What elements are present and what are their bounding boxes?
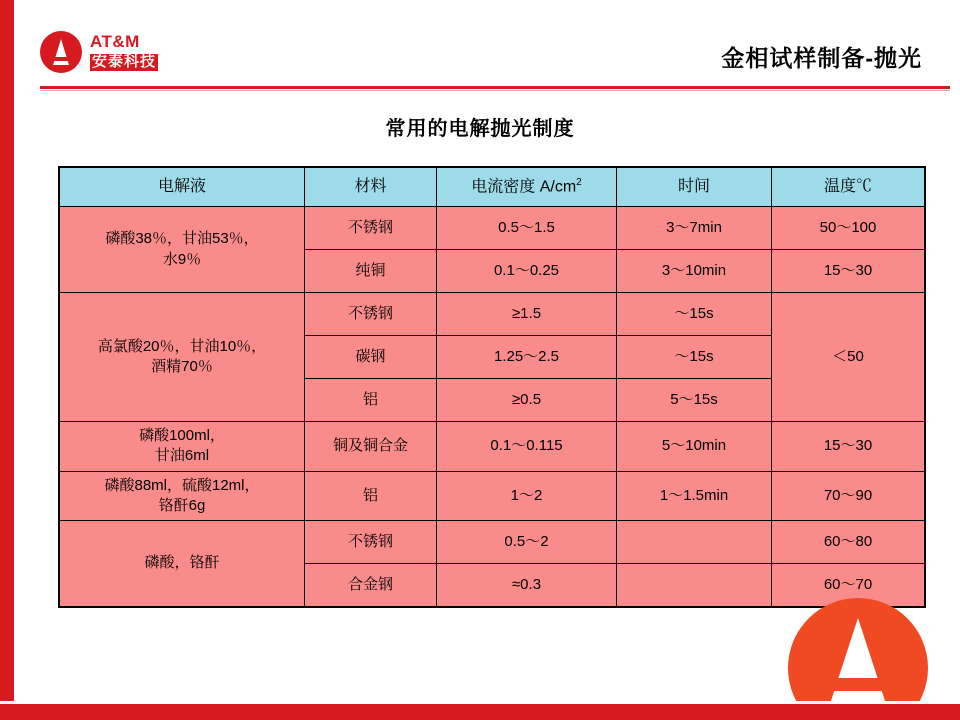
column-header-electrolyte: 电解液	[59, 167, 305, 207]
cell-material: 碳钢	[305, 336, 437, 379]
company-logo-icon	[40, 31, 82, 73]
cell-electrolyte-1-line2: 水9％	[162, 250, 202, 268]
logo-en-label: AT&M	[90, 32, 140, 52]
cell-time: 5～15s	[617, 379, 772, 422]
column-header-time: 时间	[617, 167, 772, 207]
table-row	[59, 521, 925, 564]
cell-electrolyte-3-line2: 甘油6ml	[154, 447, 210, 465]
electropolishing-table	[58, 166, 926, 608]
cell-current: ≈0.3	[437, 564, 617, 608]
table-row	[59, 207, 925, 250]
cell-current: 0.5～1.5	[437, 207, 617, 250]
cell-electrolyte-4	[59, 471, 305, 521]
cell-current: 1～2	[437, 471, 617, 521]
cell-electrolyte-1	[59, 207, 305, 293]
cell-time: 3～10min	[617, 250, 772, 293]
company-logo	[40, 26, 190, 78]
header-divider	[40, 86, 950, 89]
cell-material: 铜及铜合金	[305, 422, 437, 472]
company-logo-text	[90, 33, 158, 70]
cell-electrolyte-1-line1: 磷酸38％，甘油53％，	[105, 230, 259, 248]
cell-time	[617, 564, 772, 608]
cell-electrolyte-3-line1: 磷酸100ml，	[139, 427, 225, 444]
table-row	[59, 422, 925, 472]
cell-time: ～15s	[617, 293, 772, 336]
cell-time: 3～7min	[617, 207, 772, 250]
cell-material: 合金钢	[305, 564, 437, 608]
column-header-temperature: 温度℃	[772, 167, 926, 207]
cell-temp: 60～70	[772, 564, 926, 608]
cell-current: 1.25～2.5	[437, 336, 617, 379]
company-watermark-icon	[762, 592, 938, 702]
cell-current: ≥0.5	[437, 379, 617, 422]
cell-current: ≥1.5	[437, 293, 617, 336]
bottom-accent-bar	[0, 704, 960, 720]
cell-current: 0.5～2	[437, 521, 617, 564]
slide-header	[14, 0, 960, 92]
left-accent-bar	[0, 0, 14, 720]
cell-temp: 50～100	[772, 207, 926, 250]
cell-electrolyte-4-line1: 磷酸88ml，硫酸12ml，	[104, 476, 260, 494]
table-row	[59, 471, 925, 521]
cell-material: 不锈钢	[305, 521, 437, 564]
cell-electrolyte-2	[59, 293, 305, 422]
cell-material: 铝	[305, 471, 437, 521]
cell-electrolyte-2-line2: 酒精70％	[151, 358, 213, 375]
cell-electrolyte-2-line1: 高氯酸20％，甘油10％，	[97, 337, 267, 355]
cell-temp: 70～90	[772, 471, 926, 521]
cell-temp: 15～30	[772, 250, 926, 293]
cell-material: 不锈钢	[305, 293, 437, 336]
table-row	[59, 293, 925, 336]
logo-cn-label: 安泰科技	[92, 53, 157, 71]
cell-temp-merged: ＜50	[772, 293, 926, 422]
table-body	[59, 207, 925, 608]
cell-time: ～15s	[617, 336, 772, 379]
cell-time: 5～10min	[617, 422, 772, 472]
cell-current: 0.1～0.115	[437, 422, 617, 472]
cell-time: 1～1.5min	[617, 471, 772, 521]
cell-material: 铝	[305, 379, 437, 422]
section-subtitle: 常用的电解抛光制度	[385, 118, 575, 140]
cell-temp: 15～30	[772, 422, 926, 472]
watermark-bar	[818, 678, 900, 691]
cell-current: 0.1～0.25	[437, 250, 617, 293]
column-header-current-density-label: 电流密度 A/cm	[471, 178, 577, 196]
header-divider-secondary	[40, 90, 950, 91]
cell-electrolyte-3	[59, 422, 305, 472]
column-header-material: 材料	[305, 167, 437, 207]
cell-material: 不锈钢	[305, 207, 437, 250]
page-title: 金相试样制备-抛光	[721, 45, 922, 71]
cell-electrolyte-4-line2: 铬酐6g	[158, 496, 206, 514]
table-container	[58, 166, 900, 608]
cell-electrolyte-5: 磷酸，铬酐	[59, 521, 305, 608]
cell-temp: 60～80	[772, 521, 926, 564]
cell-time	[617, 521, 772, 564]
column-header-current-density	[437, 167, 617, 207]
cell-material: 纯铜	[305, 250, 437, 293]
table-header-row	[59, 167, 925, 207]
column-header-current-density-sup: 2	[576, 177, 582, 189]
table-head	[59, 167, 925, 207]
